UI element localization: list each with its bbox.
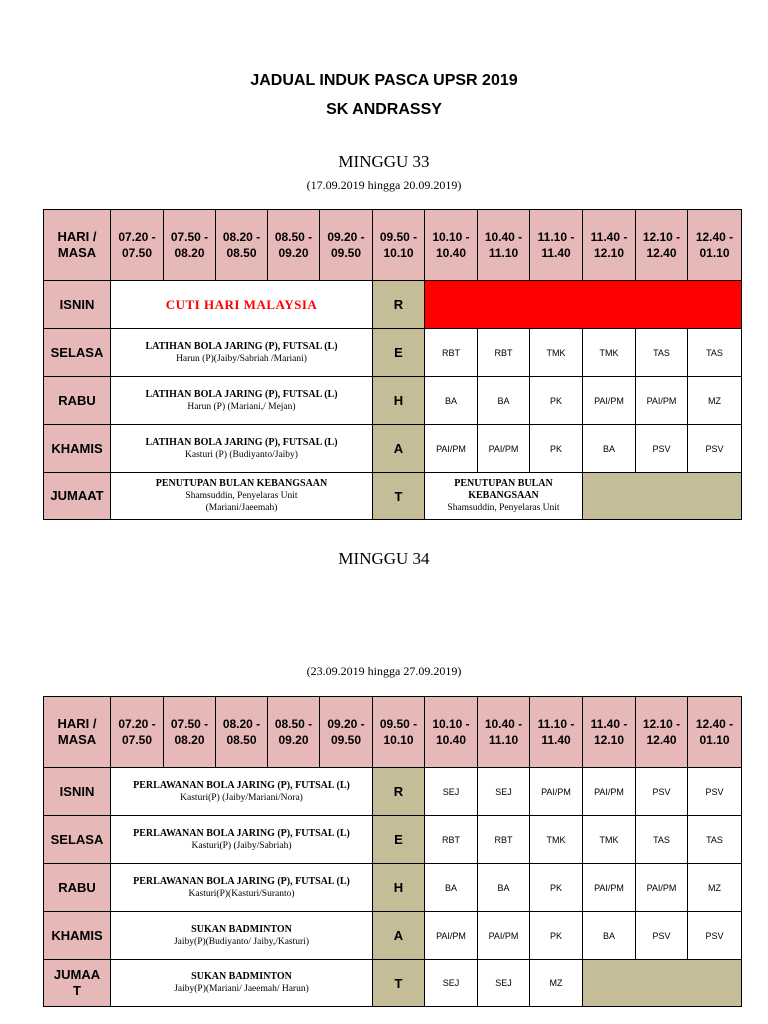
subject-cell: TMK [530, 329, 583, 377]
subject-cell: BA [583, 425, 636, 473]
activity-teachers: Kasturi(P)(Kasturi/Suranto) [188, 888, 295, 899]
subject-cell: BA [425, 377, 478, 425]
header-slot: 09.20 - 09.50 [320, 697, 373, 768]
activity-title: SUKAN BADMINTON [191, 923, 292, 935]
subject-cell: PSV [636, 768, 688, 816]
table-row [44, 377, 742, 425]
activity-teachers: Kasturi (P) (Budiyanto/Jaiby) [185, 449, 298, 460]
day-label: KHAMIS [44, 425, 111, 473]
activity-title: PENUTUPAN BULAN KEBANGSAAN [454, 478, 553, 501]
day-label: KHAMIS [44, 912, 111, 960]
header-slot: 07.20 - 07.50 [111, 210, 164, 281]
header-slot: 08.50 - 09.20 [268, 697, 320, 768]
subject-cell: PAI/PM [583, 864, 636, 912]
subject-cell: PSV [636, 425, 688, 473]
rehat-cell: T [373, 960, 425, 1007]
header-row [44, 210, 742, 281]
day-label: RABU [44, 864, 111, 912]
rehat-cell: A [373, 425, 425, 473]
table-row [44, 960, 742, 1007]
subject-cell: PSV [636, 912, 688, 960]
table-row [44, 473, 742, 520]
table-row [44, 281, 742, 329]
header-slot: 08.20 - 08.50 [216, 210, 268, 281]
day-label: ISNIN [44, 768, 111, 816]
header-row [44, 697, 742, 768]
subject-cell: BA [478, 377, 530, 425]
day-label: RABU [44, 377, 111, 425]
header-slot: 07.50 - 08.20 [164, 697, 216, 768]
document-title: JADUAL INDUK PASCA UPSR 2019 [250, 72, 518, 89]
header-slot: 08.50 - 09.20 [268, 210, 320, 281]
header-slot: 11.10 - 11.40 [530, 697, 583, 768]
activity-title: PERLAWANAN BOLA JARING (P), FUTSAL (L) [133, 875, 350, 887]
week33-date-range: (17.09.2019 hingga 20.09.2019) [306, 178, 462, 192]
week34-timetable [43, 696, 742, 1007]
subject-cell: SEJ [425, 960, 478, 1007]
activity-cell [111, 912, 373, 960]
subject-cell: PK [530, 425, 583, 473]
subject-cell: TAS [688, 816, 742, 864]
activity-cell [111, 329, 373, 377]
header-slot: 11.40 - 12.10 [583, 210, 636, 281]
header-slot: 08.20 - 08.50 [216, 697, 268, 768]
subject-cell: PAI/PM [425, 425, 478, 473]
subject-cell: PSV [688, 768, 742, 816]
activity-cell [111, 473, 373, 520]
header-slot: 12.40 - 01.10 [688, 697, 742, 768]
subject-cell: PK [530, 912, 583, 960]
header-slot: 07.50 - 08.20 [164, 210, 216, 281]
table-row [44, 912, 742, 960]
subject-cell: PAI/PM [425, 912, 478, 960]
activity-teachers: Kasturi(P) (Jaiby/Mariani/Nora) [180, 792, 303, 803]
subject-cell: TMK [530, 816, 583, 864]
header-slot: 11.10 - 11.40 [530, 210, 583, 281]
subject-cell: PAI/PM [478, 425, 530, 473]
header-slot: 10.10 - 10.40 [425, 697, 478, 768]
header-slot: 09.50 - 10.10 [373, 697, 425, 768]
activity-teachers: (Mariani/Jaeemah) [205, 503, 278, 513]
header-day-time: HARI / MASA [44, 697, 111, 768]
holiday-label: CUTI HARI MALAYSIA [165, 296, 318, 312]
day-label: ISNIN [44, 281, 111, 329]
table-row [44, 816, 742, 864]
activity-title: LATIHAN BOLA JARING (P), FUTSAL (L) [145, 436, 338, 448]
activity-cell [425, 473, 583, 520]
subject-cell: SEJ [478, 768, 530, 816]
subject-cell: TAS [636, 816, 688, 864]
activity-teachers: Jaiby(P)(Budiyanto/ Jaiby,/Kasturi) [173, 936, 309, 947]
subject-cell: BA [425, 864, 478, 912]
activity-cell [111, 377, 373, 425]
subject-cell: PAI/PM [583, 377, 636, 425]
subject-cell: RBT [478, 816, 530, 864]
rehat-cell: A [373, 912, 425, 960]
empty-block [583, 960, 742, 1007]
activity-cell [111, 960, 373, 1007]
activity-coordinator: Shamsuddin, Penyelaras Unit [185, 491, 298, 501]
day-label: SELASA [44, 329, 111, 377]
subject-cell: SEJ [425, 768, 478, 816]
table-row [44, 329, 742, 377]
rehat-cell: E [373, 329, 425, 377]
header-slot: 11.40 - 12.10 [583, 697, 636, 768]
school-name: SK ANDRASSY [326, 101, 442, 118]
subject-cell: MZ [688, 377, 742, 425]
subject-cell: PSV [688, 425, 742, 473]
activity-title: SUKAN BADMINTON [191, 971, 292, 982]
rehat-cell: T [373, 473, 425, 520]
activity-teachers: Harun (P) (Mariani,/ Mejan) [187, 401, 296, 412]
subject-cell: RBT [425, 329, 478, 377]
header-slot: 12.40 - 01.10 [688, 210, 742, 281]
activity-coordinator: Shamsuddin, Penyelaras Unit [447, 503, 560, 513]
subject-cell: RBT [425, 816, 478, 864]
subject-cell: PAI/PM [583, 768, 636, 816]
activity-teachers: Harun (P)(Jaiby/Sabriah /Mariani) [176, 353, 307, 364]
activity-title: PERLAWANAN BOLA JARING (P), FUTSAL (L) [133, 779, 350, 791]
header-slot: 07.20 - 07.50 [111, 697, 164, 768]
day-label: SELASA [44, 816, 111, 864]
subject-cell: MZ [530, 960, 583, 1007]
activity-cell [111, 425, 373, 473]
subject-cell: TAS [688, 329, 742, 377]
activity-teachers: Kasturi(P) (Jaiby/Sabriah) [191, 840, 292, 851]
table-row [44, 864, 742, 912]
activity-title: LATIHAN BOLA JARING (P), FUTSAL (L) [145, 340, 338, 352]
activity-teachers: Jaiby(P)(Mariani/ Jaeemah/ Harun) [174, 984, 309, 994]
activity-cell [111, 768, 373, 816]
subject-cell: TMK [583, 816, 636, 864]
header-slot: 12.10 - 12.40 [636, 210, 688, 281]
subject-cell: PAI/PM [636, 377, 688, 425]
header-slot: 10.10 - 10.40 [425, 210, 478, 281]
subject-cell: BA [583, 912, 636, 960]
day-label: JUMAAT [44, 473, 111, 520]
header-slot: 10.40 - 11.10 [478, 210, 530, 281]
holiday-block [425, 281, 742, 329]
subject-cell: PSV [688, 912, 742, 960]
rehat-cell: E [373, 816, 425, 864]
subject-cell: TAS [636, 329, 688, 377]
header-day-time: HARI / MASA [44, 210, 111, 281]
activity-title: PERLAWANAN BOLA JARING (P), FUTSAL (L) [133, 827, 350, 839]
subject-cell: MZ [688, 864, 742, 912]
subject-cell: PAI/PM [478, 912, 530, 960]
rehat-cell: H [373, 377, 425, 425]
rehat-cell: H [373, 864, 425, 912]
header-slot: 09.20 - 09.50 [320, 210, 373, 281]
header-slot: 12.10 - 12.40 [636, 697, 688, 768]
week33-timetable [43, 209, 742, 520]
subject-cell: PK [530, 377, 583, 425]
empty-block [583, 473, 742, 520]
subject-cell: PK [530, 864, 583, 912]
day-label: JUMAA T [44, 960, 111, 1007]
activity-cell [111, 864, 373, 912]
subject-cell: SEJ [478, 960, 530, 1007]
subject-cell: PAI/PM [636, 864, 688, 912]
subject-cell: RBT [478, 329, 530, 377]
rehat-cell: R [373, 281, 425, 329]
activity-title: PENUTUPAN BULAN KEBANGSAAN [155, 478, 328, 489]
week33-title: MINGGU 33 [338, 152, 430, 171]
subject-cell: BA [478, 864, 530, 912]
activity-cell [111, 281, 373, 329]
subject-cell: TMK [583, 329, 636, 377]
table-row [44, 425, 742, 473]
activity-title: LATIHAN BOLA JARING (P), FUTSAL (L) [145, 388, 338, 400]
week34-title: MINGGU 34 [338, 549, 430, 568]
activity-cell [111, 816, 373, 864]
rehat-cell: R [373, 768, 425, 816]
table-row [44, 768, 742, 816]
subject-cell: PAI/PM [530, 768, 583, 816]
header-slot: 10.40 - 11.10 [478, 697, 530, 768]
header-slot: 09.50 - 10.10 [373, 210, 425, 281]
week34-date-range: (23.09.2019 hingga 27.09.2019) [306, 664, 462, 678]
